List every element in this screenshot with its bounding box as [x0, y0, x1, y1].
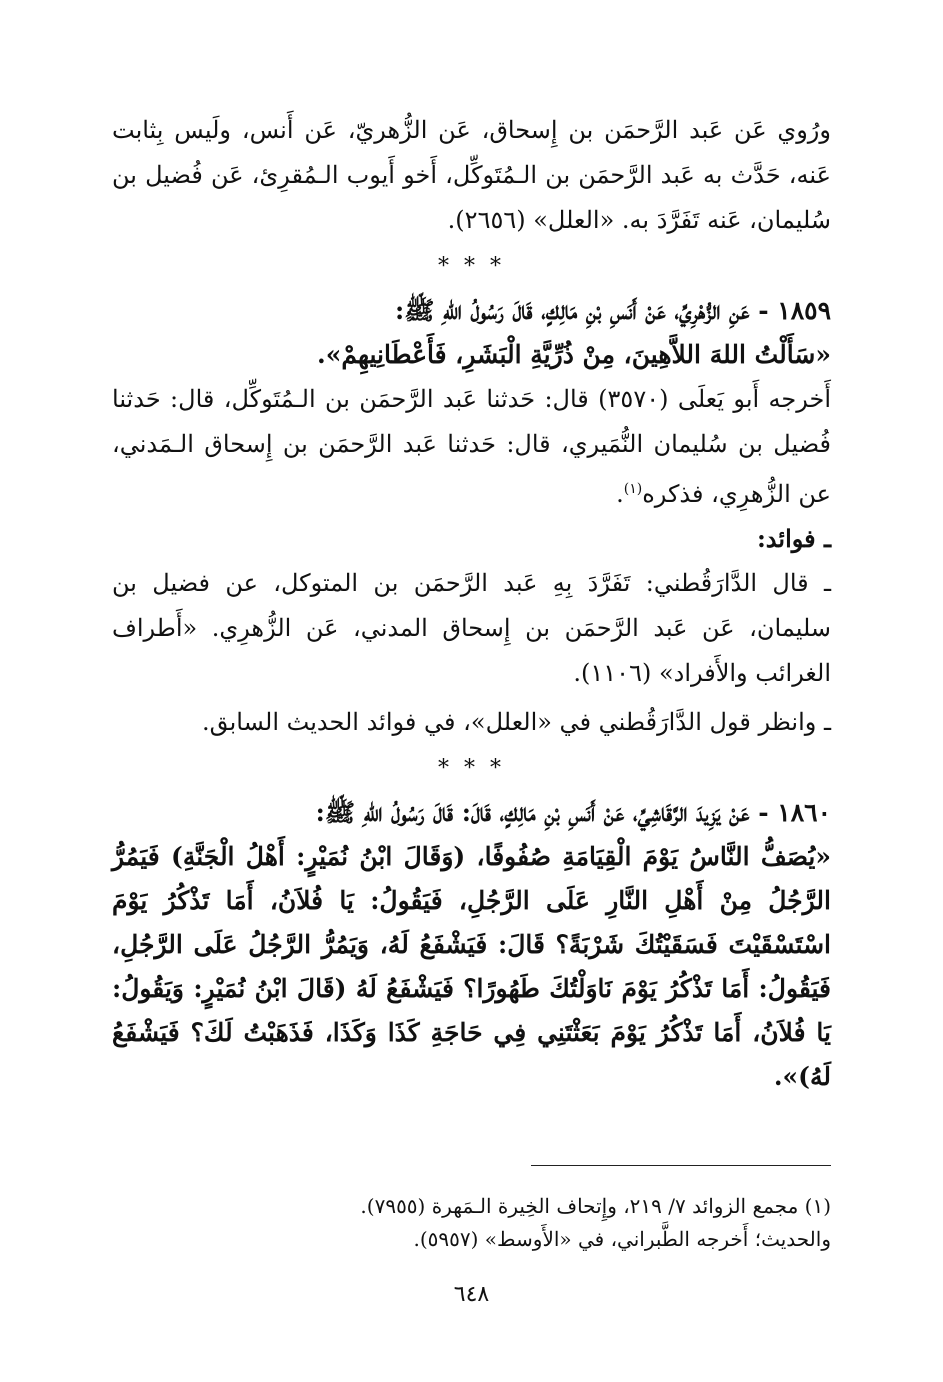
- footnote-ref[interactable]: (١): [623, 481, 643, 497]
- fawaid-heading: ـ فوائد:: [756, 524, 831, 553]
- hadith-1860-isnad: ١٨٦٠ - عَنْ يَزِيدَ الرَّقَاشِيِّ، عَنْ أَنَسِ بْنِ مَالِكٍ، قَالَ: قَالَ رَسُولُ اللهِ ﷺ:: [315, 798, 831, 827]
- commentary-paragraph: ورُوي عَن عَبد الرَّحمَن بن إِسحاق، عَن الزُّهريّ، عَن أَنس، ولَيس بِثابت عَنه، حَدَّث به عَبد الرَّحمَن بن الـمُتَوكِّل، أَخو أَيوب الـمُقرِئ، عَن فُضيل بن سُليمان، عَنه تَفَرَّدَ به. «العلل» (٢٦٥٦).: [112, 116, 831, 234]
- footnote-1: (١) مجمع الزوائد ٧/ ٢١٩، وإِتحاف الخِيرة الـمَهرة (٧٩٥٥).: [360, 1194, 831, 1218]
- hadith-1860-matn: «يُصَفُّ النَّاسُ يَوْمَ الْقِيَامَةِ صُفُوفًا، (وَقَالَ ابْنُ نُمَيْرٍ: أَهْلُ الْجَنَّةِ) فَيَمُرُّ الرَّجُلُ مِنْ أَهْلِ النَّارِ عَلَى الرَّجُلِ، فَيَقُولُ: يَا فُلاَنُ، أَمَا تَذْكُرُ يَوْمَ اسْتَسْقَيْتَ فَسَقَيْتُكَ شَرْبَةً؟ قَالَ: فَيَشْفَعُ لَهُ، وَيَمُرُّ الرَّجُلُ عَلَى الرَّجُلِ، فَيَقُولُ: أَمَا تَذْكُرُ يَوْمَ نَاوَلْتُكَ طَهُورًا؟ فَيَشْفَعُ لَهُ (قَالَ ابْنُ نُمَيْرٍ: وَيَقُولُ: يَا فُلاَنُ، أَمَا تَذْكُرُ يَوْمَ بَعَثْتَنِي فِي حَاجَةِ كَذَا وَكَذَا، فَذَهَبْتُ لَكَ؟ فَيَشْفَعُ لَهُ)».: [112, 842, 831, 1091]
- takhrij-text: أَخرجه أَبو يَعلَى (٣٥٧٠) قال: حَدثنا عَبد الرَّحمَن بن الـمُتَوكِّل، قال: حَدثنا فُضيل بن سُليمان النُّمَيري، قال: حَدثنا عَبد الرَّحمَن بن إِسحاق الـمَدني، عن الزُّهرِي، فذكره: [112, 385, 831, 508]
- takhrij-end: .: [616, 480, 624, 508]
- fawaid-item-2: ـ وانظر قول الدَّارَقُطني في «العلل»، في فوائد الحديث السابق.: [201, 708, 831, 736]
- section-separator: * * *: [438, 756, 505, 781]
- footnote-divider: [531, 1165, 831, 1166]
- footnote-1-continuation: والحديث؛ أَخرجه الطَّبراني، في «الأَوسط» (٥٩٥٧).: [413, 1227, 831, 1251]
- hadith-1859-matn: «سَأَلْتُ اللهَ اللاَّهِينَ، مِنْ ذُرِّيَّةِ الْبَشَرِ، فَأَعْطَانِيهِمْ».: [317, 340, 831, 369]
- fawaid-item-1: ـ قال الدَّارَقُطني: تَفَرَّدَ بِهِ عَبد الرَّحمَن بن المتوكل، عن فضيل بن سليمان، عَن عَبد الرَّحمَن بن إِسحاق المدني، عَن الزُّهرِي. «أَطراف الغرائب والأَفراد» (١١٠٦).: [112, 569, 831, 687]
- takhrij-paragraph: [112, 377, 831, 517]
- section-separator: * * *: [438, 254, 505, 279]
- hadith-1859-isnad: ١٨٥٩ - عَنِ الزُّهْرِيِّ، عَنْ أَنَسِ بْنِ مَالِكٍ، قَالَ رَسُولُ اللهِ ﷺ:: [395, 296, 831, 325]
- page-number: ٦٤٨: [453, 1282, 490, 1307]
- footnotes: [112, 1190, 831, 1256]
